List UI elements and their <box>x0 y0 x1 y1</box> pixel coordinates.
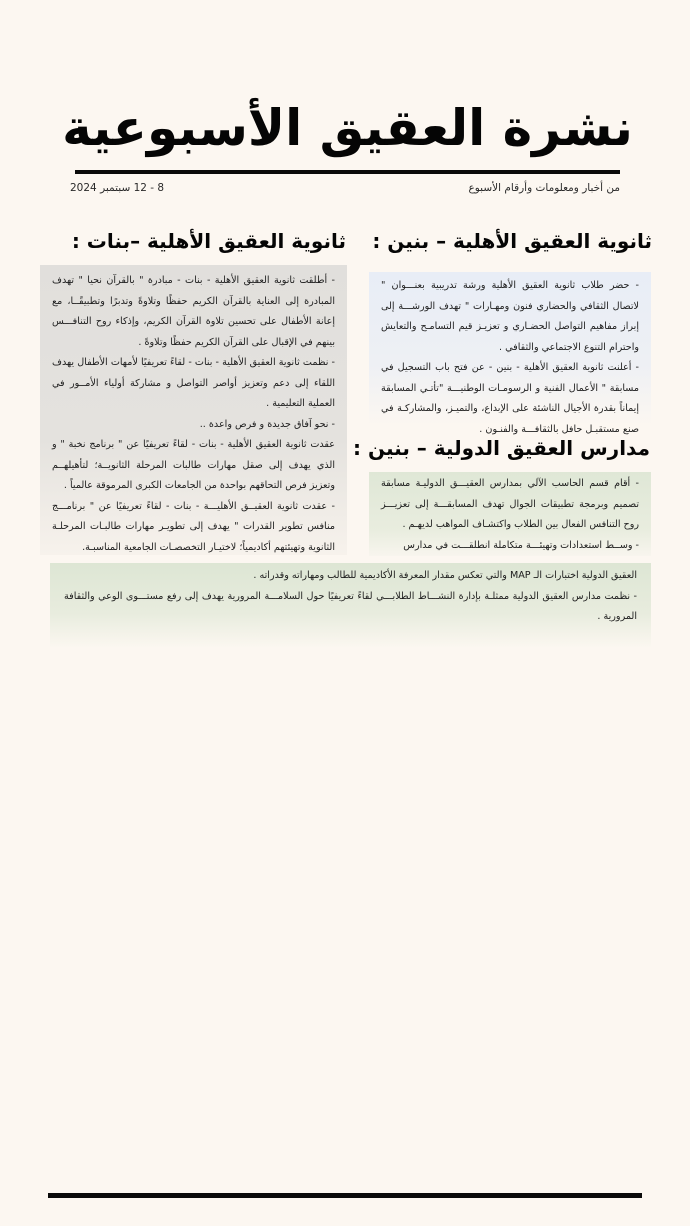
heading-boys-ahlia: ثانوية العقيق الأهلية – بنين : <box>372 229 652 253</box>
news-item: - نظمت مدارس العقيق الدولية ممثلـة بإدارة النشـــاط الطلابـــي لقاءً تعريفيًا حول السلامـــة المرورية يهدف إلى رفع مستـــوى الوعي والثقافة المرورية . <box>64 590 637 622</box>
heading-boys-dawlia: مدارس العقيق الدولية – بنين : <box>353 436 650 460</box>
news-item: - نحو آفاق جديدة و فرص واعدة .. <box>199 418 335 430</box>
newsletter-title: نشرة العقيق الأسبوعية <box>62 99 633 157</box>
footer-divider <box>48 1193 642 1198</box>
news-item: - أعلنت ثانوية العقيق الأهلية - بنين - عن فتح باب التسجيل في مسابقة " الأعمال الفنية و الرسومـات الوطنيـــة "تأتـي المسابقة إيماناً بقدرة الأجيال الناشئة على الإبداع، والتميـز، والمشاركـة في صنع مستقبـل حافل بالثقافـــة والفنـون . <box>381 362 639 435</box>
news-item: العقيق الدولية اختبارات الـ MAP والتي تعكس مقدار المعرفة الأكاديمية للطالب ومهاراته وقدراته . <box>253 570 637 581</box>
newsletter-date: 8 - 12 سبتمبر 2024 <box>70 182 165 194</box>
news-item: - أقام قسم الحاسب الآلي بمدارس العقيـــق الدوليـة مسابقة تصميم وبرمجة تطبيقات الجوال تهدف المسابقـــة إلى تعزيـــز روح التنافس الفعال بين الطلاب واكتشـاف المواهب لديهـم . <box>381 478 639 530</box>
news-box-girls-ahlia <box>40 265 347 555</box>
news-item: - حضر طلاب ثانوية العقيق الأهلية ورشة تدريبية بعنـــوان " لاتصال الثقافي والحضاري فنون ومهـارات " تهدف الورشـــة إلى إبراز مفاهيم التواصل الحضـاري و تعزيـز قيم التسامـح والتعايش واحترام التنوع الاجتماعي والثقافي . <box>381 280 639 353</box>
news-box-boys-dawlia <box>369 472 651 556</box>
news-item: - نظمت ثانوية العقيق الأهلية - بنات - لقاءً تعريفيًا لأمهات الأطفال يهدف اللقاء إلى دعم وتعزيز أواصر التواصل و مشاركة أولياء الأمــور في العملية التعليمية . <box>52 357 335 409</box>
newsletter-subtitle: من أخبار ومعلومات وأرقام الأسبوع <box>468 182 620 194</box>
title-divider <box>75 170 620 174</box>
news-item: - عقدت ثانوية العقيــق الأهليـــة - بنات - لقاءً تعريفيًا عن " برنامـــج منافس تطوير القدرات " يهدف إلى تطويـر مهارات طالبـات المرحلـة الثانوية وتهيئتهم أكاديمياً؛ لاختيـار التخصصـات الجامعية المناسبـة. <box>52 500 335 553</box>
news-item: - أطلقت ثانوية العقيق الأهلية - بنات - مبادرة " بالقرآن نحيا " تهدف المبادرة إلى العناية بالقرآن الكريم حفظًا وتلاوةً وتدبرًا وتطبيقًــا، مع إعانة الأطفال على تحسين تلاوة القرآن الكريم، وإذكاء روح التنافـــس بينهم في الإقبال على القرآن الكريم حفظًا وتلاوةً . <box>52 275 335 348</box>
heading-girls-ahlia: ثانوية العقيق الأهلية –بنات : <box>71 229 346 253</box>
news-box-boys-ahlia <box>369 272 651 435</box>
news-box-boys-dawlia-continued <box>50 563 651 647</box>
news-item: عقدت ثانوية العقيق الأهلية - بنات - لقاءً تعريفيًا عن " برنامج نخبة " و الذي يهدف إلى صقل مهارات طالبات المرحلة الثانويــة؛ لتأهيلهــم وتعزيز فرص التحاقهم بواحدة من الجامعات الكبرى المرموقة عالمياً . <box>52 439 335 491</box>
news-item: - وســط استعدادات وتهيئـــة متكاملة انطلقـــت في مدارس <box>403 539 639 551</box>
